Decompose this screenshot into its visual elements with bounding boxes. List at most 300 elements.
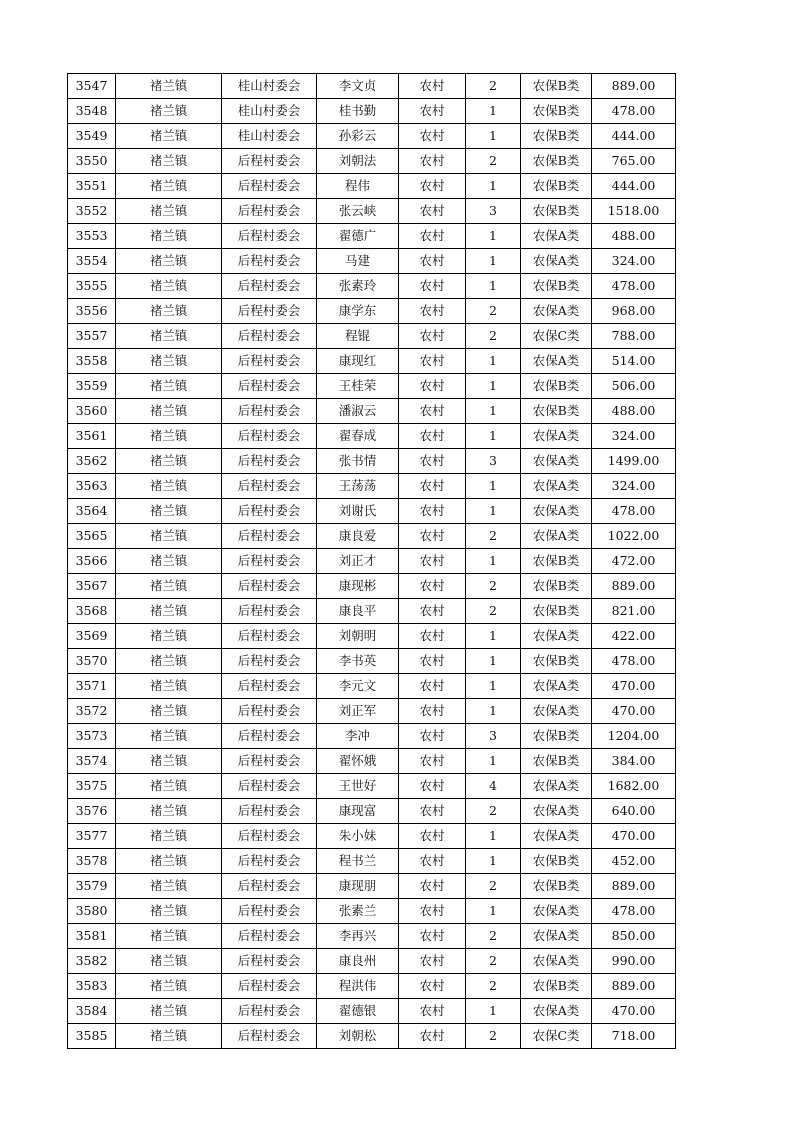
category-cell: 农保B类 <box>521 274 592 299</box>
name-cell: 王荡荡 <box>317 474 399 499</box>
town-cell: 褚兰镇 <box>116 224 222 249</box>
category-cell: 农保A类 <box>521 249 592 274</box>
category-cell: 农保A类 <box>521 474 592 499</box>
row-number: 3576 <box>68 799 116 824</box>
name-cell: 康良州 <box>317 949 399 974</box>
category-cell: 农保C类 <box>521 324 592 349</box>
name-cell: 刘朝明 <box>317 624 399 649</box>
name-cell: 潘淑云 <box>317 399 399 424</box>
row-number: 3560 <box>68 399 116 424</box>
area-type-cell: 农村 <box>399 574 466 599</box>
town-cell: 褚兰镇 <box>116 199 222 224</box>
row-number: 3582 <box>68 949 116 974</box>
village-cell: 后程村委会 <box>222 774 317 799</box>
table-row <box>68 474 676 499</box>
household-size-cell: 2 <box>466 799 521 824</box>
category-cell: 农保B类 <box>521 649 592 674</box>
row-number: 3565 <box>68 524 116 549</box>
row-number: 3556 <box>68 299 116 324</box>
table-row <box>68 974 676 999</box>
village-cell: 后程村委会 <box>222 574 317 599</box>
row-number: 3568 <box>68 599 116 624</box>
household-size-cell: 1 <box>466 899 521 924</box>
village-cell: 后程村委会 <box>222 524 317 549</box>
area-type-cell: 农村 <box>399 524 466 549</box>
town-cell: 褚兰镇 <box>116 374 222 399</box>
row-number: 3551 <box>68 174 116 199</box>
household-size-cell: 1 <box>466 674 521 699</box>
row-number: 3578 <box>68 849 116 874</box>
area-type-cell: 农村 <box>399 474 466 499</box>
table-row <box>68 749 676 774</box>
village-cell: 后程村委会 <box>222 999 317 1024</box>
town-cell: 褚兰镇 <box>116 274 222 299</box>
amount-cell: 889.00 <box>592 574 676 599</box>
row-number: 3571 <box>68 674 116 699</box>
village-cell: 后程村委会 <box>222 924 317 949</box>
row-number: 3549 <box>68 124 116 149</box>
table-row <box>68 624 676 649</box>
household-size-cell: 2 <box>466 974 521 999</box>
name-cell: 张素玲 <box>317 274 399 299</box>
town-cell: 褚兰镇 <box>116 949 222 974</box>
category-cell: 农保A类 <box>521 624 592 649</box>
category-cell: 农保B类 <box>521 124 592 149</box>
amount-cell: 788.00 <box>592 324 676 349</box>
town-cell: 褚兰镇 <box>116 174 222 199</box>
area-type-cell: 农村 <box>399 149 466 174</box>
name-cell: 李元文 <box>317 674 399 699</box>
area-type-cell: 农村 <box>399 924 466 949</box>
name-cell: 张书情 <box>317 449 399 474</box>
table-row <box>68 299 676 324</box>
amount-cell: 472.00 <box>592 549 676 574</box>
row-number: 3583 <box>68 974 116 999</box>
category-cell: 农保B类 <box>521 874 592 899</box>
town-cell: 褚兰镇 <box>116 324 222 349</box>
category-cell: 农保B类 <box>521 374 592 399</box>
area-type-cell: 农村 <box>399 374 466 399</box>
amount-cell: 506.00 <box>592 374 676 399</box>
village-cell: 后程村委会 <box>222 349 317 374</box>
town-cell: 褚兰镇 <box>116 724 222 749</box>
name-cell: 康良平 <box>317 599 399 624</box>
table-row <box>68 149 676 174</box>
table-row <box>68 249 676 274</box>
name-cell: 翟春成 <box>317 424 399 449</box>
name-cell: 康现富 <box>317 799 399 824</box>
area-type-cell: 农村 <box>399 974 466 999</box>
amount-cell: 1682.00 <box>592 774 676 799</box>
amount-cell: 488.00 <box>592 399 676 424</box>
village-cell: 后程村委会 <box>222 649 317 674</box>
household-size-cell: 2 <box>466 74 521 99</box>
town-cell: 褚兰镇 <box>116 974 222 999</box>
household-size-cell: 1 <box>466 399 521 424</box>
area-type-cell: 农村 <box>399 1024 466 1049</box>
name-cell: 李冲 <box>317 724 399 749</box>
household-size-cell: 1 <box>466 474 521 499</box>
area-type-cell: 农村 <box>399 749 466 774</box>
amount-cell: 444.00 <box>592 174 676 199</box>
name-cell: 康现朋 <box>317 874 399 899</box>
table-row <box>68 924 676 949</box>
town-cell: 褚兰镇 <box>116 149 222 174</box>
table-row <box>68 999 676 1024</box>
town-cell: 褚兰镇 <box>116 599 222 624</box>
household-size-cell: 2 <box>466 149 521 174</box>
name-cell: 张素兰 <box>317 899 399 924</box>
area-type-cell: 农村 <box>399 274 466 299</box>
household-size-cell: 1 <box>466 624 521 649</box>
area-type-cell: 农村 <box>399 549 466 574</box>
amount-cell: 640.00 <box>592 799 676 824</box>
amount-cell: 850.00 <box>592 924 676 949</box>
category-cell: 农保A类 <box>521 899 592 924</box>
category-cell: 农保B类 <box>521 974 592 999</box>
name-cell: 康现红 <box>317 349 399 374</box>
area-type-cell: 农村 <box>399 424 466 449</box>
table-row <box>68 599 676 624</box>
village-cell: 后程村委会 <box>222 624 317 649</box>
row-number: 3558 <box>68 349 116 374</box>
town-cell: 褚兰镇 <box>116 499 222 524</box>
household-size-cell: 1 <box>466 649 521 674</box>
area-type-cell: 农村 <box>399 999 466 1024</box>
category-cell: 农保B类 <box>521 149 592 174</box>
name-cell: 程洪伟 <box>317 974 399 999</box>
table-row <box>68 949 676 974</box>
category-cell: 农保B类 <box>521 99 592 124</box>
town-cell: 褚兰镇 <box>116 774 222 799</box>
name-cell: 程伟 <box>317 174 399 199</box>
row-number: 3585 <box>68 1024 116 1049</box>
row-number: 3584 <box>68 999 116 1024</box>
table-row <box>68 124 676 149</box>
town-cell: 褚兰镇 <box>116 449 222 474</box>
town-cell: 褚兰镇 <box>116 349 222 374</box>
row-number: 3577 <box>68 824 116 849</box>
row-number: 3572 <box>68 699 116 724</box>
row-number: 3554 <box>68 249 116 274</box>
category-cell: 农保A类 <box>521 774 592 799</box>
row-number: 3557 <box>68 324 116 349</box>
village-cell: 后程村委会 <box>222 674 317 699</box>
household-size-cell: 2 <box>466 299 521 324</box>
category-cell: 农保A类 <box>521 949 592 974</box>
name-cell: 程锟 <box>317 324 399 349</box>
row-number: 3559 <box>68 374 116 399</box>
amount-cell: 1022.00 <box>592 524 676 549</box>
category-cell: 农保B类 <box>521 749 592 774</box>
household-size-cell: 1 <box>466 824 521 849</box>
amount-cell: 478.00 <box>592 899 676 924</box>
amount-cell: 718.00 <box>592 1024 676 1049</box>
row-number: 3581 <box>68 924 116 949</box>
row-number: 3566 <box>68 549 116 574</box>
town-cell: 褚兰镇 <box>116 749 222 774</box>
name-cell: 刘正才 <box>317 549 399 574</box>
table-row <box>68 399 676 424</box>
category-cell: 农保A类 <box>521 349 592 374</box>
row-number: 3574 <box>68 749 116 774</box>
household-size-cell: 1 <box>466 999 521 1024</box>
name-cell: 程书兰 <box>317 849 399 874</box>
name-cell: 翟德广 <box>317 224 399 249</box>
area-type-cell: 农村 <box>399 349 466 374</box>
table-row <box>68 774 676 799</box>
row-number: 3562 <box>68 449 116 474</box>
name-cell: 翟德银 <box>317 999 399 1024</box>
town-cell: 褚兰镇 <box>116 1024 222 1049</box>
amount-cell: 514.00 <box>592 349 676 374</box>
amount-cell: 384.00 <box>592 749 676 774</box>
area-type-cell: 农村 <box>399 849 466 874</box>
table-row <box>68 699 676 724</box>
village-cell: 桂山村委会 <box>222 74 317 99</box>
village-cell: 后程村委会 <box>222 149 317 174</box>
category-cell: 农保A类 <box>521 799 592 824</box>
table-row <box>68 499 676 524</box>
amount-cell: 422.00 <box>592 624 676 649</box>
row-number: 3567 <box>68 574 116 599</box>
town-cell: 褚兰镇 <box>116 99 222 124</box>
category-cell: 农保A类 <box>521 699 592 724</box>
table-row <box>68 449 676 474</box>
name-cell: 桂书勤 <box>317 99 399 124</box>
table-row <box>68 674 676 699</box>
category-cell: 农保B类 <box>521 724 592 749</box>
town-cell: 褚兰镇 <box>116 299 222 324</box>
household-size-cell: 1 <box>466 374 521 399</box>
village-cell: 后程村委会 <box>222 599 317 624</box>
name-cell: 刘朝松 <box>317 1024 399 1049</box>
row-number: 3563 <box>68 474 116 499</box>
table-row <box>68 274 676 299</box>
amount-cell: 889.00 <box>592 74 676 99</box>
category-cell: 农保A类 <box>521 449 592 474</box>
amount-cell: 444.00 <box>592 124 676 149</box>
row-number: 3564 <box>68 499 116 524</box>
household-size-cell: 1 <box>466 699 521 724</box>
name-cell: 朱小妹 <box>317 824 399 849</box>
category-cell: 农保A类 <box>521 299 592 324</box>
row-number: 3573 <box>68 724 116 749</box>
village-cell: 后程村委会 <box>222 324 317 349</box>
amount-cell: 324.00 <box>592 424 676 449</box>
village-cell: 桂山村委会 <box>222 99 317 124</box>
area-type-cell: 农村 <box>399 649 466 674</box>
town-cell: 褚兰镇 <box>116 249 222 274</box>
name-cell: 张云峡 <box>317 199 399 224</box>
category-cell: 农保B类 <box>521 849 592 874</box>
area-type-cell: 农村 <box>399 74 466 99</box>
village-cell: 后程村委会 <box>222 724 317 749</box>
amount-cell: 990.00 <box>592 949 676 974</box>
name-cell: 王桂荣 <box>317 374 399 399</box>
name-cell: 王世好 <box>317 774 399 799</box>
name-cell: 刘谢氏 <box>317 499 399 524</box>
amount-cell: 821.00 <box>592 599 676 624</box>
amount-cell: 470.00 <box>592 699 676 724</box>
row-number: 3547 <box>68 74 116 99</box>
household-size-cell: 3 <box>466 724 521 749</box>
village-cell: 后程村委会 <box>222 499 317 524</box>
area-type-cell: 农村 <box>399 949 466 974</box>
name-cell: 刘正军 <box>317 699 399 724</box>
village-cell: 后程村委会 <box>222 374 317 399</box>
category-cell: 农保A类 <box>521 674 592 699</box>
area-type-cell: 农村 <box>399 724 466 749</box>
household-size-cell: 1 <box>466 499 521 524</box>
household-size-cell: 1 <box>466 749 521 774</box>
row-number: 3580 <box>68 899 116 924</box>
row-number: 3550 <box>68 149 116 174</box>
village-cell: 后程村委会 <box>222 249 317 274</box>
name-cell: 李书英 <box>317 649 399 674</box>
name-cell: 翟怀娥 <box>317 749 399 774</box>
area-type-cell: 农村 <box>399 674 466 699</box>
category-cell: 农保B类 <box>521 174 592 199</box>
table-row <box>68 199 676 224</box>
village-cell: 后程村委会 <box>222 449 317 474</box>
area-type-cell: 农村 <box>399 249 466 274</box>
category-cell: 农保A类 <box>521 424 592 449</box>
amount-cell: 452.00 <box>592 849 676 874</box>
name-cell: 马建 <box>317 249 399 274</box>
area-type-cell: 农村 <box>399 899 466 924</box>
town-cell: 褚兰镇 <box>116 624 222 649</box>
amount-cell: 470.00 <box>592 674 676 699</box>
benefit-table <box>67 73 676 1049</box>
household-size-cell: 1 <box>466 224 521 249</box>
category-cell: 农保A类 <box>521 524 592 549</box>
table-row <box>68 349 676 374</box>
village-cell: 后程村委会 <box>222 799 317 824</box>
table-row <box>68 224 676 249</box>
area-type-cell: 农村 <box>399 174 466 199</box>
category-cell: 农保B类 <box>521 599 592 624</box>
table-row <box>68 874 676 899</box>
village-cell: 后程村委会 <box>222 974 317 999</box>
name-cell: 李文贞 <box>317 74 399 99</box>
name-cell: 李再兴 <box>317 924 399 949</box>
village-cell: 后程村委会 <box>222 824 317 849</box>
village-cell: 后程村委会 <box>222 424 317 449</box>
category-cell: 农保B类 <box>521 399 592 424</box>
area-type-cell: 农村 <box>399 199 466 224</box>
table-row <box>68 849 676 874</box>
town-cell: 褚兰镇 <box>116 899 222 924</box>
area-type-cell: 农村 <box>399 124 466 149</box>
household-size-cell: 1 <box>466 849 521 874</box>
table-row <box>68 824 676 849</box>
table-row <box>68 74 676 99</box>
amount-cell: 324.00 <box>592 249 676 274</box>
area-type-cell: 农村 <box>399 824 466 849</box>
household-size-cell: 2 <box>466 1024 521 1049</box>
town-cell: 褚兰镇 <box>116 524 222 549</box>
household-size-cell: 1 <box>466 274 521 299</box>
amount-cell: 1518.00 <box>592 199 676 224</box>
village-cell: 后程村委会 <box>222 474 317 499</box>
amount-cell: 968.00 <box>592 299 676 324</box>
category-cell: 农保B类 <box>521 574 592 599</box>
category-cell: 农保A类 <box>521 824 592 849</box>
village-cell: 后程村委会 <box>222 699 317 724</box>
amount-cell: 889.00 <box>592 874 676 899</box>
town-cell: 褚兰镇 <box>116 699 222 724</box>
table-row <box>68 574 676 599</box>
household-size-cell: 1 <box>466 174 521 199</box>
table-row <box>68 899 676 924</box>
area-type-cell: 农村 <box>399 299 466 324</box>
area-type-cell: 农村 <box>399 499 466 524</box>
household-size-cell: 2 <box>466 324 521 349</box>
town-cell: 褚兰镇 <box>116 549 222 574</box>
amount-cell: 324.00 <box>592 474 676 499</box>
row-number: 3575 <box>68 774 116 799</box>
town-cell: 褚兰镇 <box>116 474 222 499</box>
village-cell: 后程村委会 <box>222 299 317 324</box>
amount-cell: 1499.00 <box>592 449 676 474</box>
town-cell: 褚兰镇 <box>116 824 222 849</box>
area-type-cell: 农村 <box>399 99 466 124</box>
town-cell: 褚兰镇 <box>116 124 222 149</box>
household-size-cell: 2 <box>466 574 521 599</box>
area-type-cell: 农村 <box>399 224 466 249</box>
name-cell: 康学东 <box>317 299 399 324</box>
row-number: 3548 <box>68 99 116 124</box>
name-cell: 康现彬 <box>317 574 399 599</box>
table-row <box>68 424 676 449</box>
village-cell: 后程村委会 <box>222 399 317 424</box>
amount-cell: 478.00 <box>592 99 676 124</box>
amount-cell: 478.00 <box>592 274 676 299</box>
category-cell: 农保A类 <box>521 999 592 1024</box>
amount-cell: 470.00 <box>592 824 676 849</box>
name-cell: 康良爱 <box>317 524 399 549</box>
category-cell: 农保B类 <box>521 549 592 574</box>
amount-cell: 889.00 <box>592 974 676 999</box>
table-row <box>68 799 676 824</box>
category-cell: 农保C类 <box>521 1024 592 1049</box>
area-type-cell: 农村 <box>399 599 466 624</box>
village-cell: 后程村委会 <box>222 274 317 299</box>
household-size-cell: 2 <box>466 599 521 624</box>
town-cell: 褚兰镇 <box>116 74 222 99</box>
row-number: 3579 <box>68 874 116 899</box>
table-body <box>68 74 676 1049</box>
row-number: 3553 <box>68 224 116 249</box>
town-cell: 褚兰镇 <box>116 399 222 424</box>
amount-cell: 478.00 <box>592 649 676 674</box>
category-cell: 农保A类 <box>521 499 592 524</box>
household-size-cell: 2 <box>466 924 521 949</box>
area-type-cell: 农村 <box>399 874 466 899</box>
town-cell: 褚兰镇 <box>116 874 222 899</box>
table-row <box>68 649 676 674</box>
row-number: 3561 <box>68 424 116 449</box>
amount-cell: 478.00 <box>592 499 676 524</box>
village-cell: 桂山村委会 <box>222 124 317 149</box>
household-size-cell: 1 <box>466 424 521 449</box>
amount-cell: 470.00 <box>592 999 676 1024</box>
table-row <box>68 174 676 199</box>
table-row <box>68 99 676 124</box>
amount-cell: 1204.00 <box>592 724 676 749</box>
household-size-cell: 4 <box>466 774 521 799</box>
